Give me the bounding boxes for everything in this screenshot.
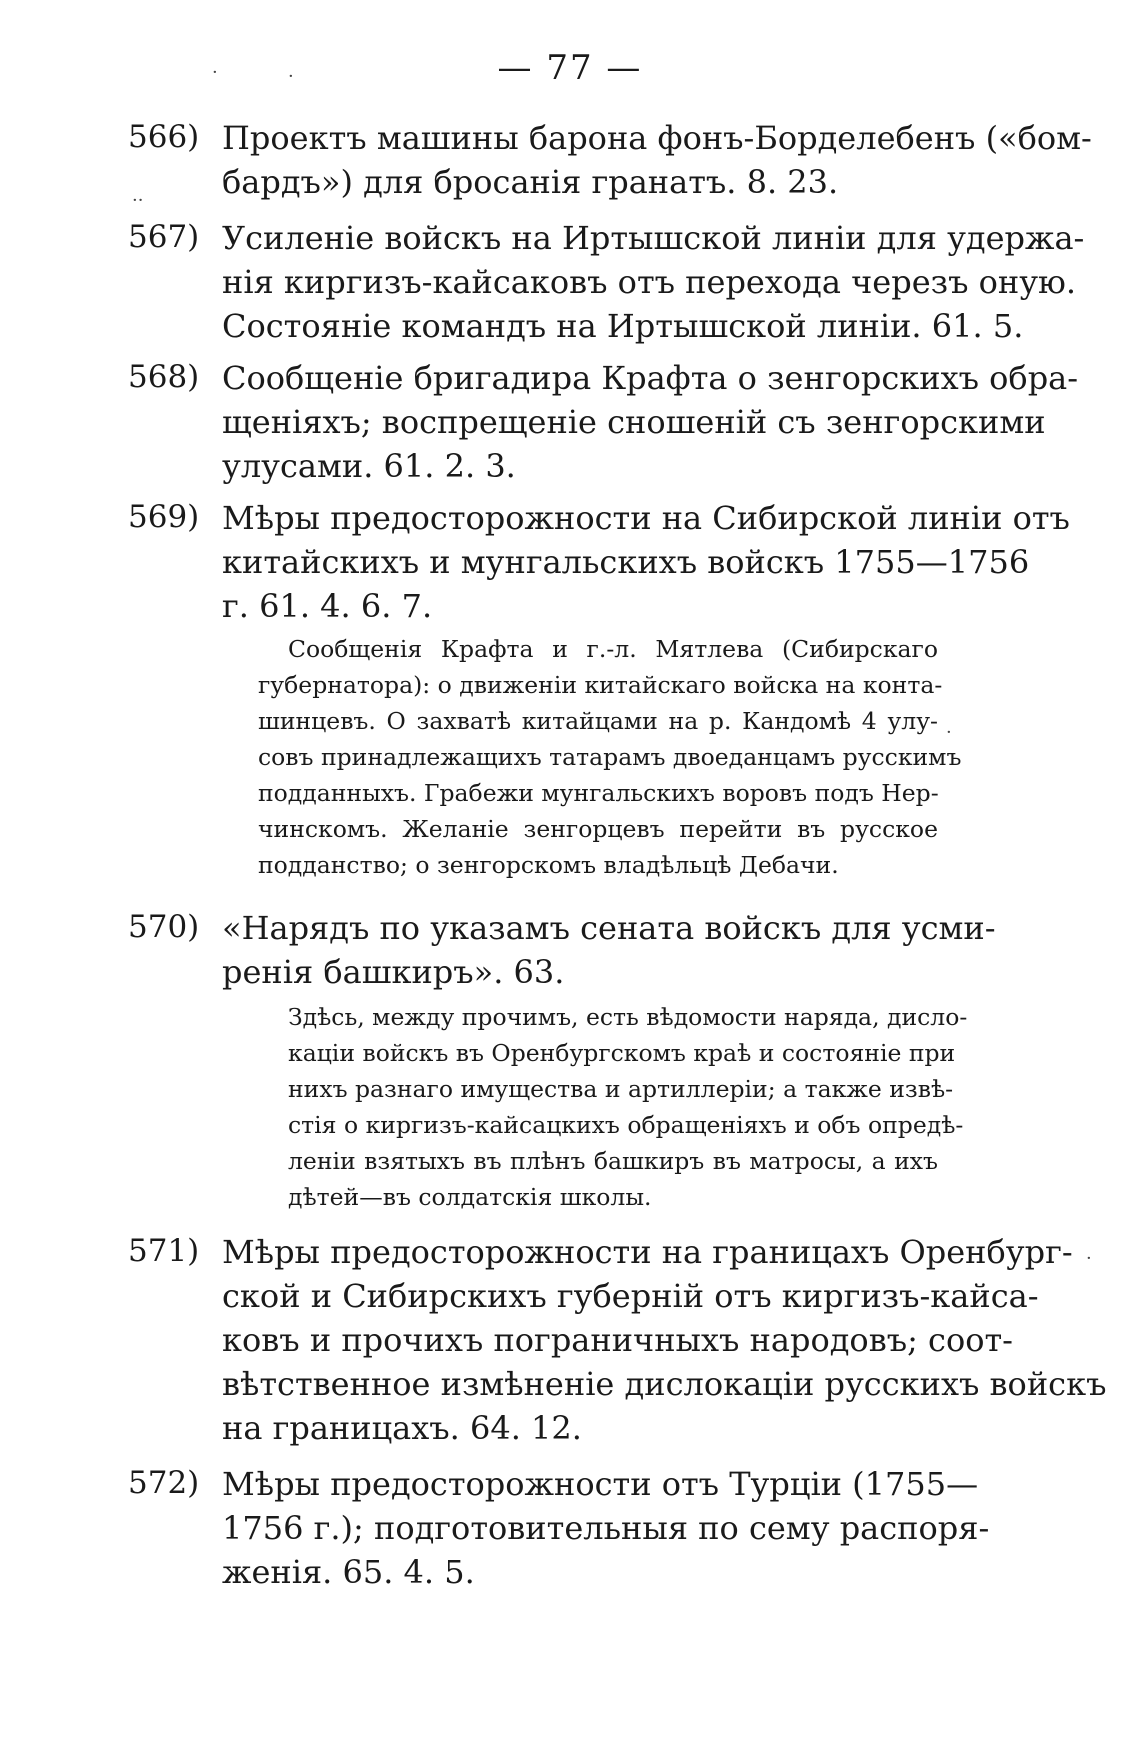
entry-566 [128, 119, 1092, 212]
entry-number: 569) [128, 499, 200, 535]
entry-572 [128, 1465, 990, 1598]
entry-number: 572) [128, 1465, 200, 1501]
note-line: шинцевъ. О захватѣ китайцами на р. Кандомѣ 4 улу- [258, 707, 938, 735]
note-line: дѣтей—въ солдатскія школы. [288, 1183, 652, 1211]
note-line: чинскомъ. Желаніе зенгорцевъ перейти въ русское [258, 815, 938, 843]
entry-line: ковъ и прочихъ пограничныхъ народовъ; соот- [222, 1321, 1013, 1359]
note-line: подданныхъ. Грабежи мунгальскихъ воровъ подъ Нер- [258, 779, 939, 807]
print-mark-dot: · [288, 66, 294, 87]
entry-line: Сообщеніе бригадира Крафта о зенгорскихъ обра- [222, 359, 1079, 397]
entry-line: Состояніе командъ на Иртышской линіи. 61. 5. [222, 307, 1024, 345]
entry-line: Мѣры предосторожности на Сибирской линіи отъ [222, 499, 1070, 537]
entry-line: нія киргизъ-кайсаковъ отъ перехода черезъ оную. [222, 263, 1077, 301]
entry-570 [128, 909, 996, 1002]
entry-number: 566) [128, 119, 200, 155]
entry-line: улусами. 61. 2. 3. [222, 447, 516, 485]
note-line: совъ принадлежащихъ татарамъ двоеданцамъ русскимъ [258, 743, 962, 771]
entry-line: Проектъ машины барона фонъ-Борделебенъ («бом- [222, 119, 1092, 157]
note-line: нихъ разнаго имущества и артиллеріи; а также извѣ- [288, 1075, 954, 1103]
entry-line: женія. 65. 4. 5. [222, 1553, 475, 1591]
entry-567 [128, 219, 1085, 352]
print-mark-dot: · [1086, 1248, 1092, 1269]
entry-line: Усиленіе войскъ на Иртышской линіи для удержа- [222, 219, 1085, 257]
note-line: подданство; о зенгорскомъ владѣльцѣ Дебачи. [258, 851, 839, 879]
entry-line: «Нарядъ по указамъ сената войскъ для усми- [222, 909, 996, 947]
note-line: Сообщенія Крафта и г.-л. Мятлева (Сибирскаго [288, 635, 938, 663]
note-line: губернатора): о движеніи китайскаго войска на конта- [258, 671, 943, 699]
entry-line: бардъ») для бросанія гранатъ. 8. 23. [222, 163, 839, 201]
entry-number: 571) [128, 1233, 200, 1269]
entry-line: ренія башкиръ». 63. [222, 953, 565, 991]
note-line: каціи войскъ въ Оренбургскомъ краѣ и состояніе при [288, 1039, 956, 1067]
entry-number: 567) [128, 219, 200, 255]
note-570 [288, 1003, 968, 1226]
entry-line: Мѣры предосторожности на границахъ Оренбург- [222, 1233, 1073, 1271]
note-line: стія о киргизъ-кайсацкихъ обращеніяхъ и объ опредѣ- [288, 1111, 964, 1139]
entry-568 [128, 359, 1079, 492]
entry-569 [128, 499, 1070, 632]
entry-line: вѣтственное измѣненіе дислокаціи русскихъ войскъ [222, 1365, 1107, 1403]
entry-line: на границахъ. 64. 12. [222, 1409, 582, 1447]
entry-line: Мѣры предосторожности отъ Турціи (1755— [222, 1465, 979, 1503]
print-mark-dot: ·· [132, 190, 144, 211]
entry-line: китайскихъ и мунгальскихъ войскъ 1755—1756 [222, 543, 1030, 581]
entry-line: щеніяхъ; воспрещеніе сношеній съ зенгорскими [222, 403, 1046, 441]
print-mark-dot: · [946, 722, 952, 743]
note-line: Здѣсь, между прочимъ, есть вѣдомости наряда, дисло- [288, 1003, 968, 1031]
entry-line: ской и Сибирскихъ губерній отъ киргизъ-кайса- [222, 1277, 1039, 1315]
entry-line: г. 61. 4. 6. 7. [222, 587, 433, 625]
entry-line: 1756 г.); подготовительныя по сему распоря- [222, 1509, 990, 1547]
page-number: — 77 — [497, 48, 643, 88]
note-569 [258, 635, 962, 898]
note-line: леніи взятыхъ въ плѣнъ башкиръ въ матросы, а ихъ [288, 1147, 938, 1175]
entry-571 [128, 1233, 1107, 1456]
entry-number: 570) [128, 909, 200, 945]
print-mark-dot: · [212, 62, 218, 83]
entry-number: 568) [128, 359, 200, 395]
